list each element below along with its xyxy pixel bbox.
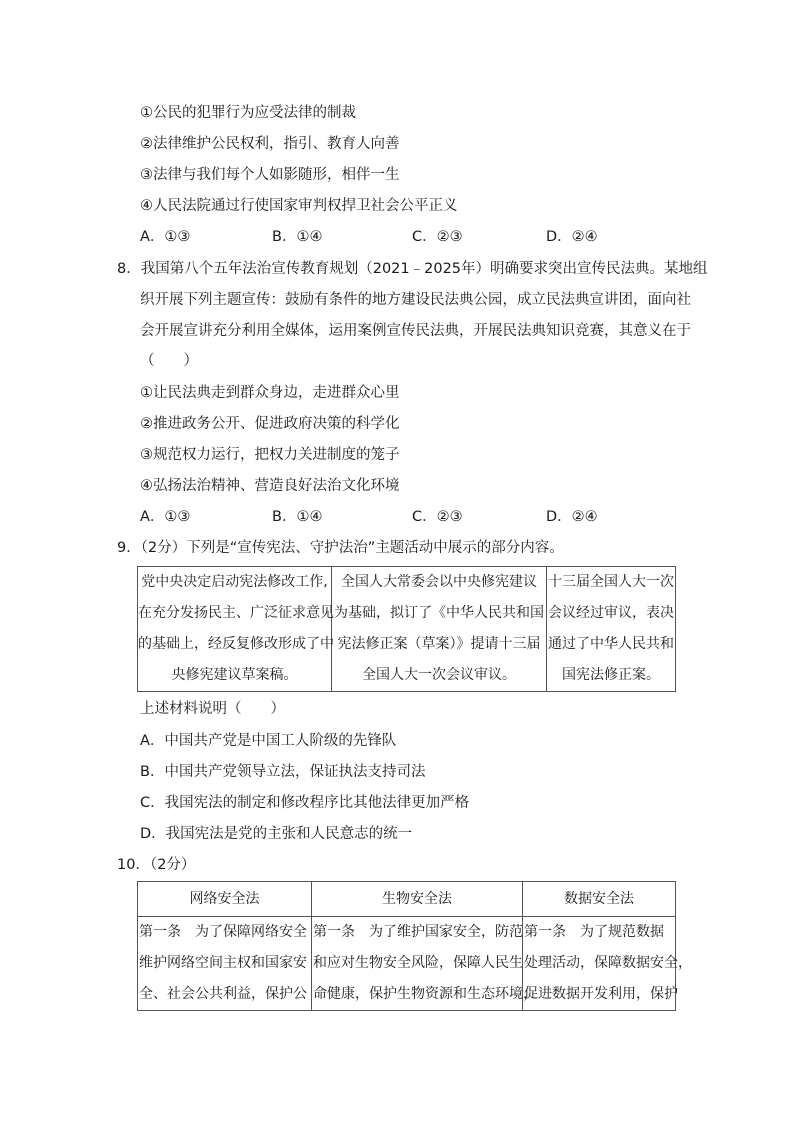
q7-statement: ①公民的犯罪行为应受法律的制裁 [140, 105, 356, 121]
q9-question: 上述材料说明（ ） [140, 701, 285, 717]
q7-option-b[interactable]: B．①④ [272, 229, 323, 245]
q8-option-d[interactable]: D．②④ [546, 509, 598, 525]
q9-material-table [137, 566, 676, 692]
q10-law-table [137, 881, 692, 1011]
q9-cell-npc: 十三届全国人大一次 会议经过审议，表决 通过了中华人民共和 国宪法修正案。 [547, 567, 676, 692]
q8-stem-line: 织开展下列主题宣传：鼓励有条件的地方建设民法典公园，成立民法典宣讲团，面向社 [140, 292, 691, 308]
q8-option-a[interactable]: A．①③ [140, 509, 191, 525]
q10-cell-data-security-law: 第一条 为了规范数据 处理活动，保障数据安全， 促进数据开发利用，保护 [523, 917, 676, 1011]
q7-statement: ④人民法院通过行使国家审判权捍卫社会公平正义 [140, 198, 458, 214]
q8-stem-line: 会开展宣讲充分利用全媒体，运用案例宣传民法典，开展民法典知识竞赛，其意义在于 [140, 323, 691, 339]
q10-header-data-security-law: 数据安全法 [523, 882, 676, 917]
q7-option-d[interactable]: D．②④ [546, 229, 598, 245]
q8-statement: ④弘扬法治精神、营造良好法治文化环境 [140, 478, 400, 494]
q8-option-b[interactable]: B．①④ [272, 509, 323, 525]
q8-statement: ③规范权力运行，把权力关进制度的笼子 [140, 447, 400, 463]
q10-header-cybersecurity-law: 网络安全法 [138, 882, 312, 917]
q7-option-c[interactable]: C．②③ [412, 229, 463, 245]
q10-header-biosecurity-law: 生物安全法 [312, 882, 523, 917]
q9-option-d[interactable]: D．我国宪法是党的主张和人民意志的统一 [140, 826, 413, 842]
q9-option-b[interactable]: B．中国共产党领导立法，保证执法支持司法 [140, 764, 426, 780]
q9-cell-party: 党中央决定启动宪法修改工作, 在充分发扬民主、广泛征求意见 的基础上，经反复修改形成了中 央修宪建议草案稿。 [138, 567, 332, 692]
q7-statement: ②法律维护公民权利，指引、教育人向善 [140, 136, 400, 152]
q8-statement: ①让民法典走到群众身边，走进群众心里 [140, 385, 400, 401]
q9-option-a[interactable]: A．中国共产党是中国工人阶级的先锋队 [140, 733, 397, 749]
q8-statement: ②推进政务公开、促进政府决策的科学化 [140, 416, 400, 432]
q8-answer-blank: （ ） [140, 353, 198, 369]
q10-cell-cybersecurity-law: 第一条 为了保障网络安全 维护网络空间主权和国家安 全、社会公共利益，保护公 [138, 917, 312, 1011]
q7-option-a[interactable]: A．①③ [140, 229, 191, 245]
q9-cell-standing-committee: 全国人大常委会以中央修宪建议 为基础，拟订了《中华人民共和国 宪法修正案（草案）》提请十三届 全国人大一次会议审议。 [332, 567, 547, 692]
q9-option-c[interactable]: C．我国宪法的制定和修改程序比其他法律更加严格 [140, 795, 470, 811]
q10-stem: 10．（2分） [117, 857, 196, 873]
q7-statement: ③法律与我们每个人如影随形，相伴一生 [140, 167, 400, 183]
q9-stem: 9．（2分）下列是“宣传宪法、守护法治”主题活动中展示的部分内容。 [117, 540, 564, 556]
q10-cell-biosecurity-law: 第一条 为了维护国家安全，防范 和应对生物安全风险，保障人民生 命健康，保护生物资源和生态环境， [312, 917, 523, 1011]
q8-option-c[interactable]: C．②③ [412, 509, 463, 525]
q8-stem-line: 8．我国第八个五年法治宣传教育规划（2021﹣2025年）明确要求突出宣传民法典。某地组 [117, 261, 708, 277]
